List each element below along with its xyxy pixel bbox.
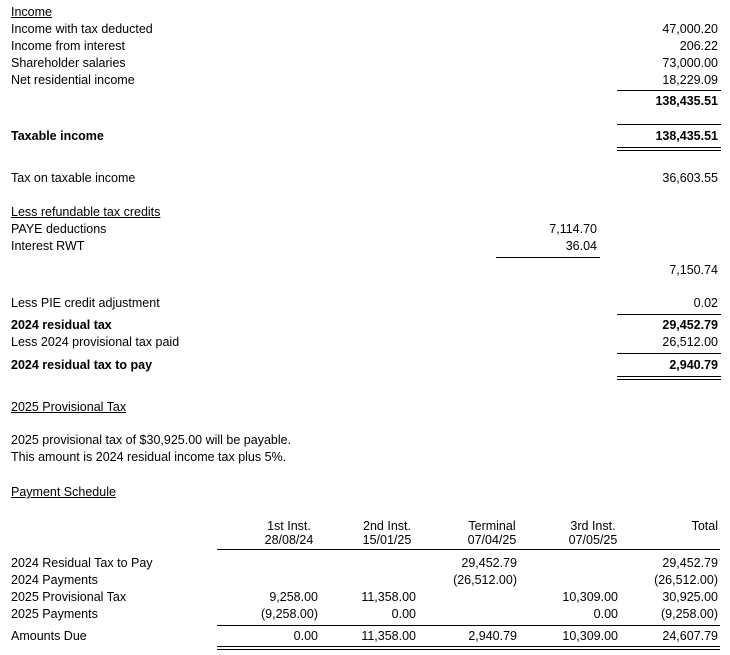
- schedule-cell: 29,452.79: [662, 556, 718, 570]
- residual-to-pay-label: 2024 residual tax to pay: [11, 358, 153, 372]
- residual-to-pay-amount: 2,940.79: [669, 358, 718, 372]
- credit-row-label: Interest RWT: [11, 239, 85, 253]
- provisional-paid-amount: 26,512.00: [662, 335, 718, 349]
- tax-on-taxable-amount: 36,603.55: [662, 171, 718, 185]
- pie-adjustment-label: Less PIE credit adjustment: [11, 296, 160, 310]
- income-row-label: Income from interest: [11, 39, 125, 53]
- income-row-amount: 73,000.00: [662, 56, 718, 70]
- income-row-amount: 18,229.09: [662, 73, 718, 87]
- schedule-row-label: 2025 Payments: [11, 607, 98, 621]
- schedule-cell: 10,309.00: [562, 590, 618, 604]
- schedule-column-date: 07/05/25: [568, 533, 618, 547]
- amounts-due-cell: 24,607.79: [662, 629, 718, 643]
- to-pay-double-rule: [617, 376, 721, 380]
- schedule-column-name: Total: [691, 519, 718, 533]
- schedule-cell: 9,258.00: [269, 590, 318, 604]
- income-row-label: Shareholder salaries: [11, 56, 126, 70]
- schedule-cell: 29,452.79: [461, 556, 517, 570]
- schedule-cell: 0.00: [391, 607, 416, 621]
- schedule-column-name: 1st Inst.: [267, 519, 311, 533]
- credit-row-amount: 7,114.70: [549, 222, 597, 236]
- credits-total: 7,150.74: [669, 263, 718, 277]
- provisional-note-line: This amount is 2024 residual income tax plus 5%.: [11, 450, 287, 464]
- provisional-note-line: 2025 provisional tax of $30,925.00 will be payable.: [11, 433, 292, 447]
- schedule-cell: 11,358.00: [361, 590, 416, 604]
- schedule-row-label: 2024 Residual Tax to Pay: [11, 556, 153, 570]
- amounts-due-cell: 2,940.79: [468, 629, 517, 643]
- schedule-column-date: 07/04/25: [467, 533, 517, 547]
- residual-tax-amount: 29,452.79: [662, 318, 718, 332]
- schedule-column-date: 28/08/24: [264, 533, 314, 547]
- credits-subtotal-rule: [496, 257, 600, 258]
- income-row-amount: 47,000.20: [662, 22, 718, 36]
- schedule-cell: 0.00: [593, 607, 618, 621]
- amounts-due-cell: 11,358.00: [361, 629, 416, 643]
- income-subtotal-rule: [617, 90, 721, 91]
- taxable-income-label: Taxable income: [11, 129, 104, 143]
- amounts-due-top-rule: [217, 625, 720, 626]
- schedule-column-name: 3rd Inst.: [570, 519, 616, 533]
- amounts-due-cell: 0.00: [293, 629, 318, 643]
- schedule-cell: 30,925.00: [662, 590, 718, 604]
- credit-row-label: PAYE deductions: [11, 222, 107, 236]
- taxable-top-rule: [617, 124, 721, 125]
- schedule-cell: (26,512.00): [654, 573, 718, 587]
- schedule-column-name: 2nd Inst.: [363, 519, 411, 533]
- schedule-cell: (26,512.00): [453, 573, 517, 587]
- amounts-due-double-rule: [217, 646, 720, 650]
- schedule-cell: (9,258.00): [261, 607, 318, 621]
- provisional-heading: 2025 Provisional Tax: [11, 400, 127, 414]
- amounts-due-label: Amounts Due: [11, 629, 87, 643]
- income-row-label: Net residential income: [11, 73, 135, 87]
- schedule-header-rule: [217, 549, 720, 550]
- income-total: 138,435.51: [655, 94, 718, 108]
- income-row-amount: 206.22: [679, 39, 718, 53]
- residual-tax-label: 2024 residual tax: [11, 318, 112, 332]
- credits-heading: Less refundable tax credits: [11, 205, 161, 219]
- amounts-due-cell: 10,309.00: [562, 629, 618, 643]
- taxable-double-rule: [617, 147, 721, 151]
- residual-top-rule: [617, 314, 721, 315]
- to-pay-top-rule: [617, 353, 721, 354]
- schedule-column-name: Terminal: [468, 519, 516, 533]
- pie-adjustment-amount: 0.02: [693, 296, 718, 310]
- provisional-paid-label: Less 2024 provisional tax paid: [11, 335, 180, 349]
- schedule-cell: (9,258.00): [661, 607, 718, 621]
- taxable-income-amount: 138,435.51: [655, 129, 718, 143]
- tax-on-taxable-label: Tax on taxable income: [11, 171, 136, 185]
- schedule-heading: Payment Schedule: [11, 485, 116, 499]
- income-heading: Income: [11, 5, 52, 19]
- credit-row-amount: 36.04: [565, 239, 597, 253]
- income-row-label: Income with tax deducted: [11, 22, 153, 36]
- schedule-row-label: 2024 Payments: [11, 573, 98, 587]
- schedule-row-label: 2025 Provisional Tax: [11, 590, 127, 604]
- schedule-column-date: 15/01/25: [362, 533, 412, 547]
